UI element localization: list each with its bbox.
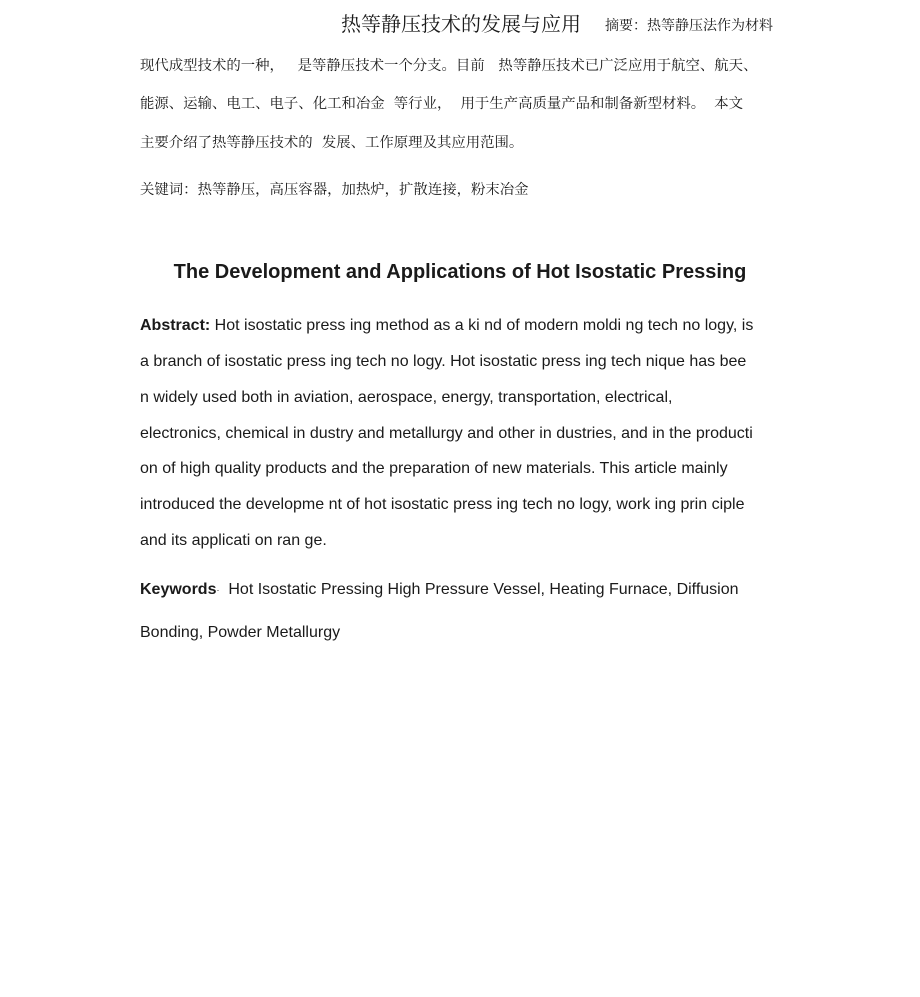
english-abstract-line-4: electronics, chemical in dustry and metallurgy and other in dustries, and in the producti	[140, 425, 753, 442]
keywords-label: Keywords	[140, 581, 217, 598]
chinese-keywords: 关键词：热等静压，高压容器，加热炉，扩散连接，粉末冶金	[140, 182, 529, 198]
english-abstract-line-3: n widely used both in aviation, aerospace, energy, transportation, electrical,	[140, 389, 673, 406]
english-abstract-line-6: introduced the developme nt of hot isostatic press ing tech no logy, work ing prin ciple	[140, 496, 745, 513]
chinese-title: 热等静压技术的发展与应用	[341, 12, 581, 36]
english-keywords-line-2: Bonding, Powder Metallurgy	[140, 624, 341, 641]
chinese-abstract-line-2: 能源、运输、电工、电子、化工和冶金 等行业， 用于生产高质量产品和制备新型材料。 本文	[140, 96, 744, 112]
abstract-text: Hot isostatic press ing method as a ki nd of modern moldi ng tech no logy, is	[210, 317, 754, 334]
english-abstract-line-2: a branch of isostatic press ing tech no logy. Hot isostatic press ing tech nique has bee	[140, 353, 747, 370]
english-title: The Development and Applications of Hot Isostatic Pressing	[173, 261, 747, 283]
english-abstract-line-5: on of high quality products and the preparation of new materials. This article mainly	[140, 460, 728, 477]
chinese-abstract-start: 摘要：热等静压法作为材料	[605, 18, 773, 34]
english-abstract-line-1	[140, 314, 753, 338]
english-abstract-line-7: and its applicati on ran ge.	[140, 532, 327, 549]
keywords-text: Hot Isostatic Pressing High Pressure Vessel, Heating Furnace, Diffusion	[219, 581, 739, 598]
abstract-label: Abstract:	[140, 317, 211, 334]
chinese-abstract-line-1: 现代成型技术的一种， 是等静压技术一个分支。目前 热等静压技术已广泛应用于航空、航天、	[140, 58, 758, 74]
english-keywords-line-1	[140, 578, 739, 602]
chinese-abstract-line-3: 主要介绍了热等静压技术的 发展、工作原理及其应用范围。	[140, 135, 524, 151]
keywords-separator: ·	[216, 585, 220, 595]
title-line	[0, 10, 920, 40]
